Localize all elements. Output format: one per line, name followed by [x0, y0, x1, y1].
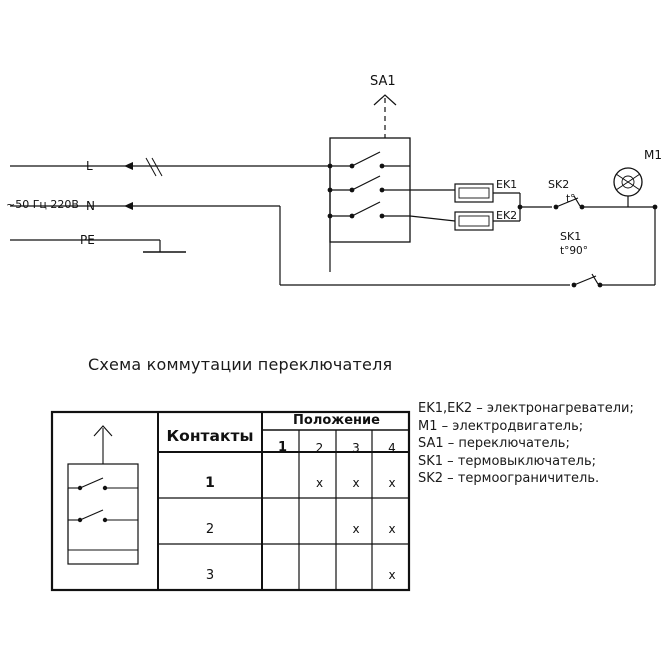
sa1-label: SA1: [370, 74, 396, 89]
terminal-PE-label: PE: [80, 233, 95, 247]
row-contact-2: 2: [205, 522, 215, 537]
cell-r1c2: x: [315, 476, 324, 490]
ek1-label: EK1: [496, 178, 518, 191]
legend-item-1: M1 – электродвигатель;: [418, 418, 584, 434]
sk2-temp-label: t°: [566, 193, 576, 205]
position-col-4: 4: [388, 441, 396, 455]
sk2-label: SK2: [548, 178, 570, 191]
position-header: Положение: [293, 413, 380, 428]
ek2-label: EK2: [496, 209, 518, 222]
cell-r2c3: x: [352, 522, 360, 536]
cell-r1c4: x: [388, 476, 396, 490]
cell-r1c3: x: [352, 476, 360, 490]
sk1-temp-label: t°90°: [560, 245, 588, 257]
row-contact-3: 3: [205, 568, 215, 583]
m1-label: M1: [644, 148, 662, 162]
contacts-header: Контакты: [166, 427, 254, 445]
table-title: Схема коммутации переключателя: [88, 355, 393, 374]
terminal-N-label: N: [86, 199, 95, 213]
position-col-2: 2: [315, 441, 324, 455]
legend: [418, 400, 658, 488]
terminal-L-label: L: [86, 159, 93, 173]
sk1-label: SK1: [560, 230, 582, 243]
position-col-3: 3: [352, 441, 360, 455]
position-col-1: 1: [277, 440, 288, 455]
legend-item-2: SA1 – переключатель;: [418, 436, 570, 451]
cell-r2c4: x: [388, 522, 396, 536]
cell-r3c4: x: [388, 568, 396, 582]
legend-item-0: EK1,EK2 – электронагреватели;: [418, 401, 634, 416]
legend-item-4: SK2 – термоограничитель.: [418, 471, 600, 486]
row-contact-1: 1: [205, 475, 215, 491]
legend-item-3: SK1 – термовыключатель;: [418, 453, 596, 469]
supply-voltage-label: ~50 Гц 220В: [6, 198, 79, 211]
